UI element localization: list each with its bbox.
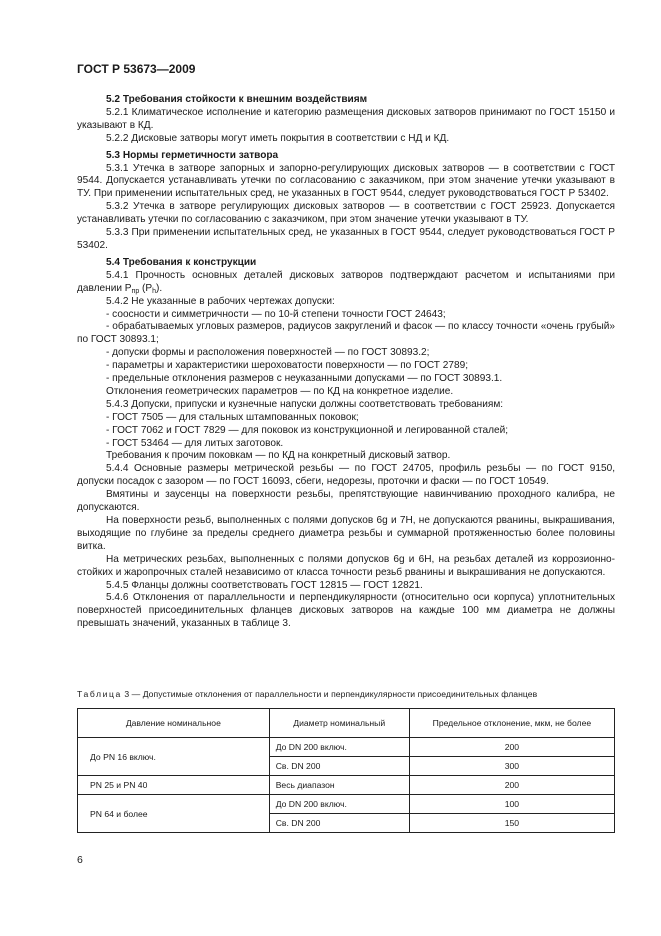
- paragraph-text: ).: [156, 282, 163, 294]
- paragraph: 5.4.4 Основные размеры метрической резьбы — по ГОСТ 24705, профиль резьбы — по ГОСТ 9150, допуски посадок с зазором — по ГОСТ 16093, сбеги, недорезы, проточки и фаски — по ГОСТ 10549.: [77, 463, 615, 488]
- paragraph: Отклонения геометрических параметров — по КД на конкретное изделие.: [106, 385, 454, 397]
- paragraph: [77, 270, 615, 296]
- paragraph: 5.3.1 Утечка в затворе запорных и запорно-регулирующих дисковых затворов — в соответствии с ГОСТ 9544. Допускается устанавливать утечки по согласованию с заказчиком, при этом значение утечки указывают в ТУ. При применении испытательных сред, не указанных в ГОСТ 9544, следует руководствоваться ГОСТ Р 53402.: [77, 162, 615, 200]
- paragraph: 5.4.5 Фланцы должны соответствовать ГОСТ 12815 — ГОСТ 12821.: [106, 579, 423, 591]
- paragraph: 5.3.2 Утечка в затворе регулирующих дисковых затворов — в соответствии с ГОСТ 25923. Допускается устанавливать утечки по согласованию с заказчиком, при этом значение утечки указывают в ТУ.: [77, 201, 615, 226]
- diameter-cell: До DN 200 включ.: [269, 738, 409, 757]
- paragraph: На поверхности резьб, выполненных с полями допусков 6g и 7H, не допускаются рванины, выкрашивания, выходящие по глубине за пределы среднего диаметра резьбы и суммарной протяженностью более половины витка.: [77, 515, 615, 552]
- section-heading: 5.4 Требования к конструкции: [106, 256, 257, 268]
- tolerance-table: [77, 708, 615, 833]
- table-caption-label: Таблица: [77, 689, 122, 699]
- value-cell: 150: [409, 814, 614, 833]
- paragraph: 5.2.1 Климатическое исполнение и категорию размещения дисковых затворов принимают по ГОСТ 15150 и указывают в КД.: [77, 106, 615, 131]
- list-item: - допуски формы и расположения поверхностей — по ГОСТ 30893.2;: [106, 347, 430, 359]
- list-item: - параметры и характеристики шероховатости поверхности — по ГОСТ 2789;: [106, 360, 469, 372]
- section-heading: 5.3 Нормы герметичности затвора: [106, 149, 279, 161]
- diameter-cell: До DN 200 включ.: [269, 795, 409, 814]
- pressure-cell: PN 64 и более: [78, 795, 270, 833]
- section-heading: 5.2 Требования стойкости к внешним воздействиям: [106, 94, 368, 105]
- paragraph: Вмятины и заусенцы на поверхности резьбы, препятствующие навинчиванию проходного калибра, не допускаются.: [77, 489, 615, 514]
- document-header: ГОСТ Р 53673—2009: [77, 62, 196, 76]
- subscript: пр: [131, 287, 140, 295]
- list-item: - соосности и симметричности — по 10-й степени точности ГОСТ 24643;: [106, 308, 446, 320]
- value-cell: 100: [409, 795, 614, 814]
- paragraph: 5.3.3 При применении испытательных сред, не указанных в ГОСТ 9544, следует руководствоваться ГОСТ Р 53402.: [77, 227, 615, 251]
- subscript: h: [152, 287, 157, 295]
- table-row: [78, 776, 615, 795]
- value-cell: 200: [409, 776, 614, 795]
- list-item: - ГОСТ 7062 и ГОСТ 7829 — для поковок из конструкционной и легированной сталей;: [106, 424, 509, 436]
- table-row: [78, 738, 615, 757]
- paragraph: Требования к прочим поковкам — по КД на конкретный дисковый затвор.: [106, 450, 451, 462]
- diameter-cell: Св. DN 200: [269, 757, 409, 776]
- paragraph: 5.4.6 Отклонения от параллельности и перпендикулярности (относительно оси корпуса) уплотнительных поверхностей присоединительных фланцев дисковых затворов на каждые 100 мм диаметра не должны превышать значений, указанных в таблице 3.: [77, 592, 615, 630]
- document-body: [77, 94, 615, 631]
- paragraph: 5.2.2 Дисковые затворы могут иметь покрытия в соответствии с НД и КД.: [106, 132, 450, 144]
- table-header-row: [78, 709, 615, 738]
- table-caption: [77, 689, 615, 699]
- column-header: Предельное отклонение, мкм, не более: [409, 709, 614, 738]
- paragraph-text: 5.4.1 Прочность основных деталей дисковых затворов подтверждают расчетом и испытаниями при давлении P: [77, 269, 615, 294]
- list-item: - ГОСТ 53464 — для литых заготовок.: [106, 437, 284, 449]
- pressure-cell: PN 25 и PN 40: [78, 776, 270, 795]
- value-cell: 200: [409, 738, 614, 757]
- diameter-cell: Весь диапазон: [269, 776, 409, 795]
- diameter-cell: Св. DN 200: [269, 814, 409, 833]
- list-item: - предельные отклонения размеров с неуказанными допусками — по ГОСТ 30893.1.: [106, 373, 503, 385]
- list-item: - обрабатываемых угловых размеров, радиусов закруглений и фасок — по классу точности «очень грубый» по ГОСТ 30893.1;: [77, 321, 615, 346]
- paragraph: 5.4.2 Не указанные в рабочих чертежах допуски:: [106, 295, 335, 307]
- value-cell: 300: [409, 757, 614, 776]
- paragraph: 5.4.3 Допуски, припуски и кузнечные напуски должны соответствовать требованиям:: [106, 398, 504, 410]
- paragraph-text: (P: [139, 282, 153, 294]
- table-caption-text: 3 — Допустимые отклонения от параллельности и перпендикулярности присоединительных фланцев: [124, 689, 538, 699]
- paragraph: На метрических резьбах, выполненных с полями допусков 6g и 6H, на резьбах деталей из коррозионно-стойких и жаропрочных сталей независимо от класса точности резьб рванины и выкрашивания не допускаются.: [77, 553, 615, 578]
- column-header: Давление номинальное: [78, 709, 270, 738]
- list-item: - ГОСТ 7505 — для стальных штампованных поковок;: [106, 411, 359, 423]
- pressure-cell: До PN 16 включ.: [78, 738, 270, 776]
- column-header: Диаметр номинальный: [269, 709, 409, 738]
- page-number: 6: [77, 854, 83, 866]
- table-row: [78, 795, 615, 814]
